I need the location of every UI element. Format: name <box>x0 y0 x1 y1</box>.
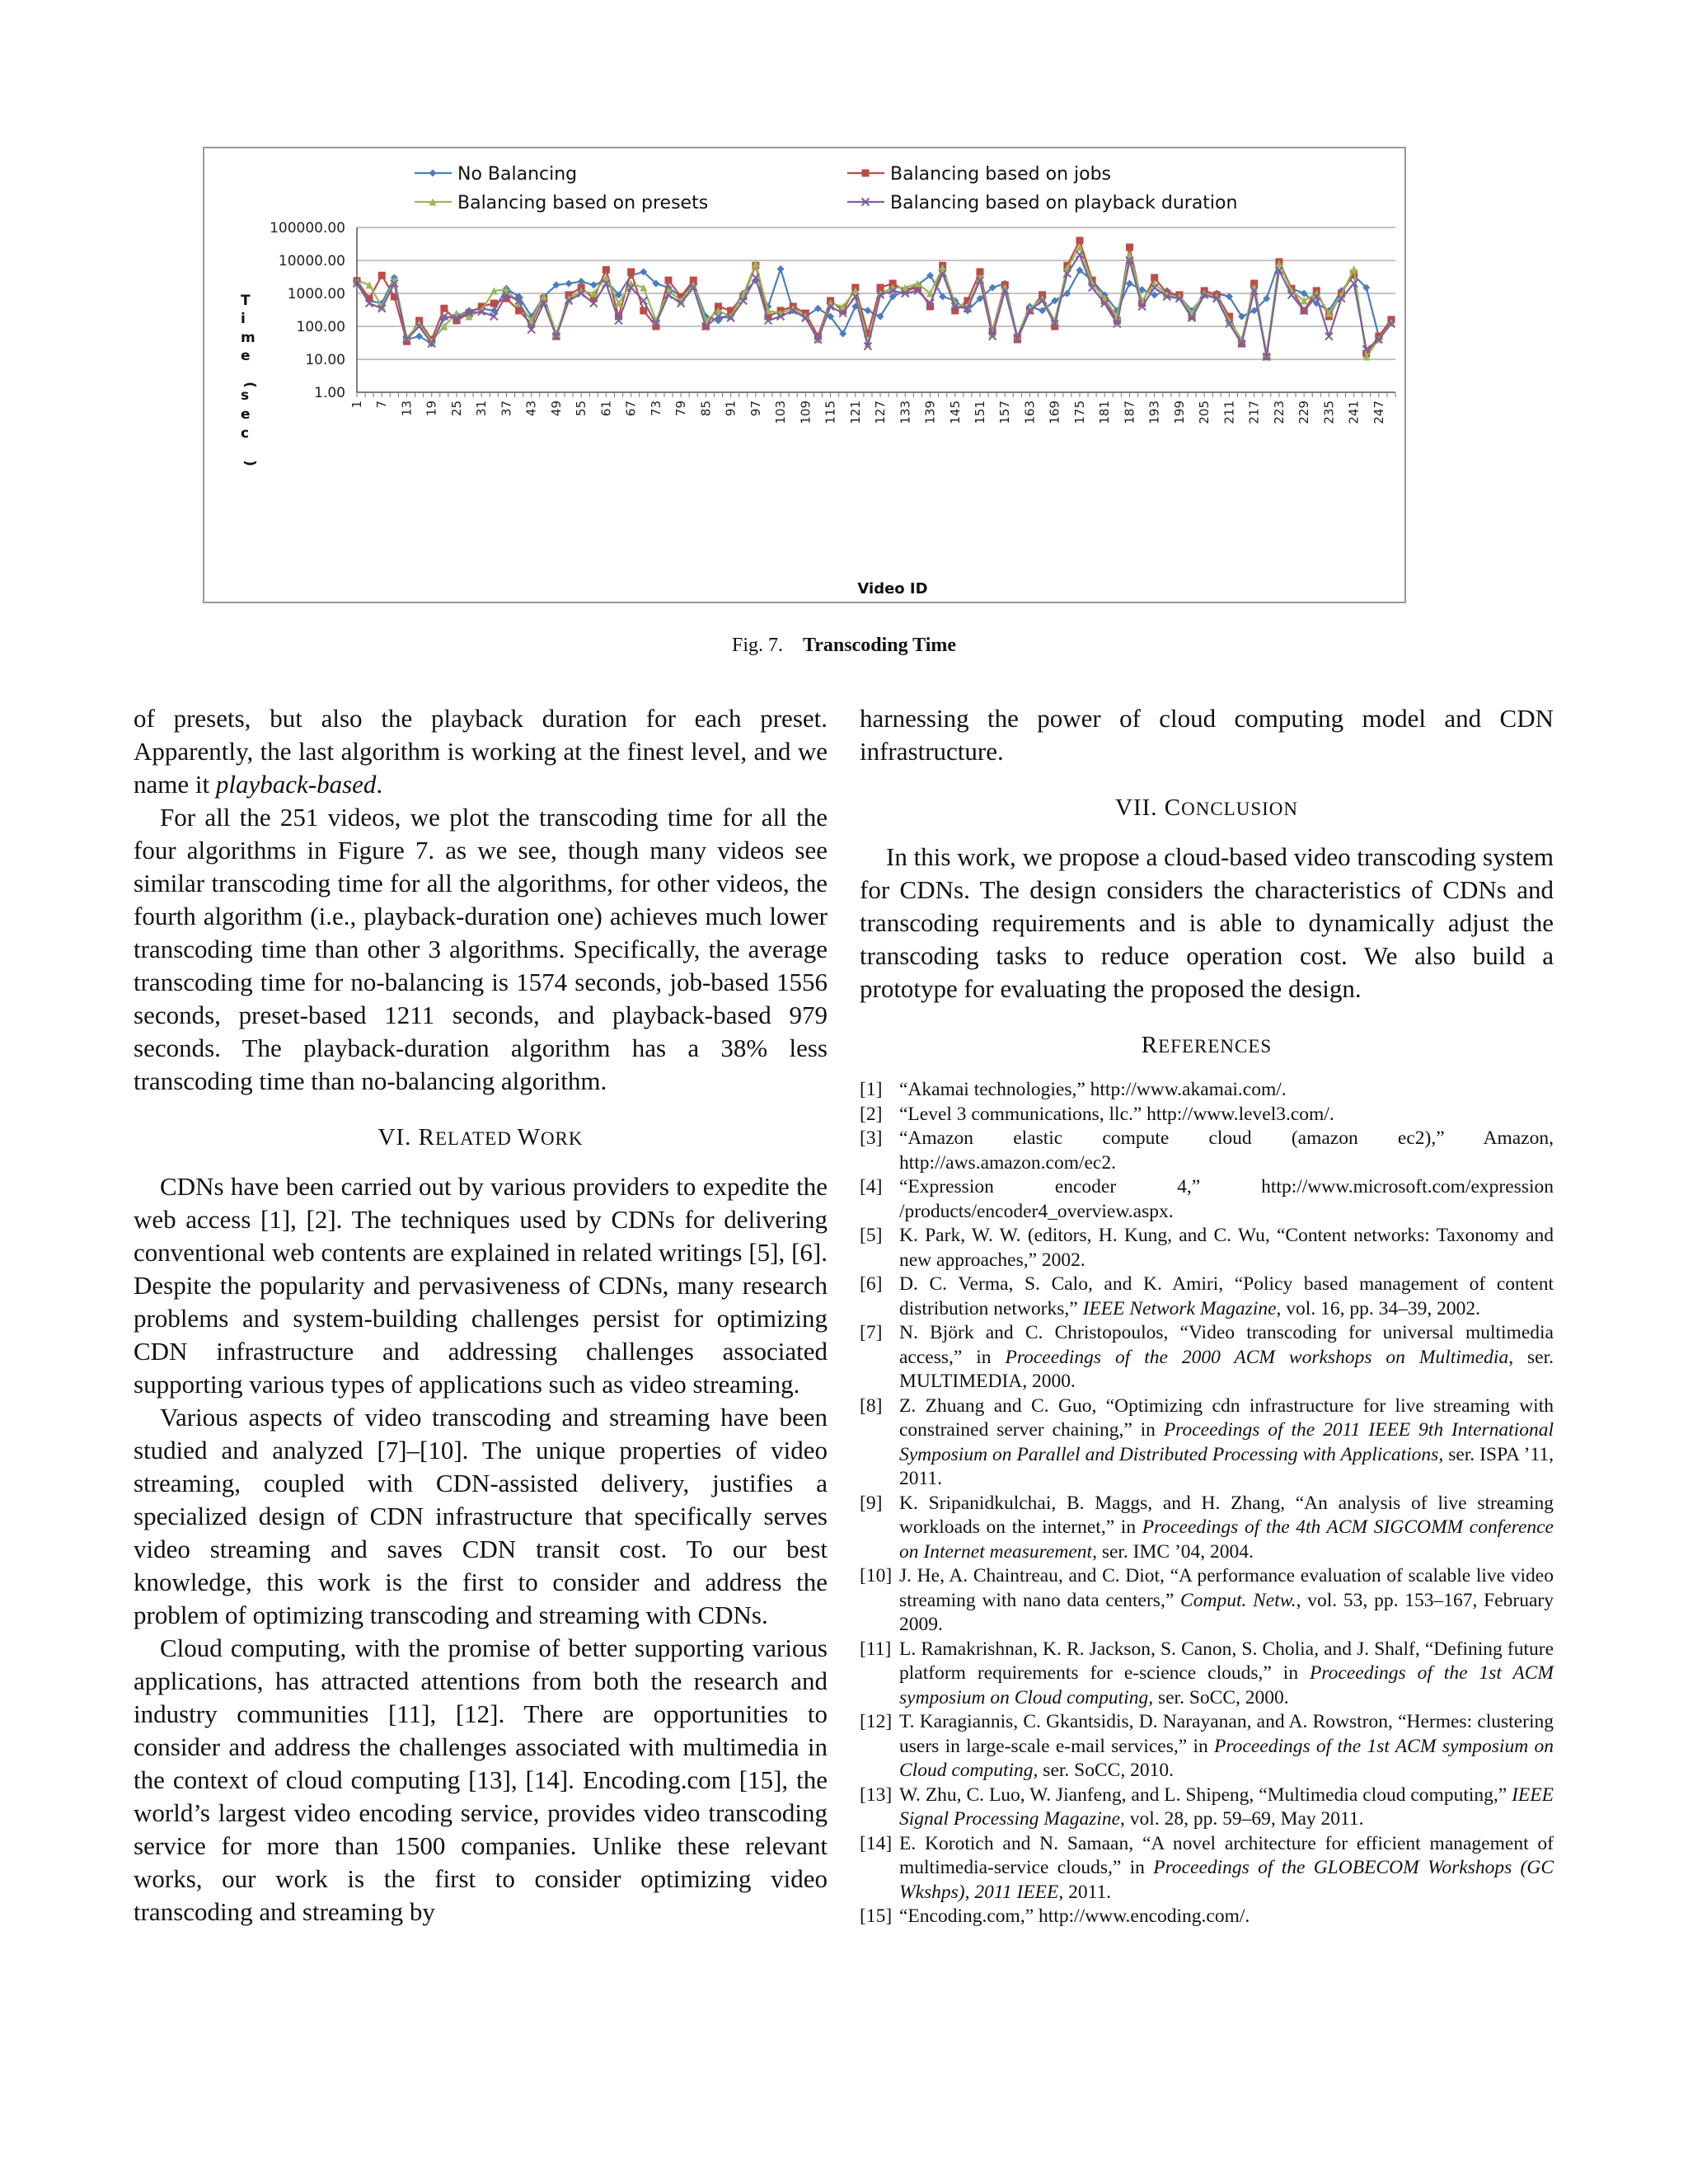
reference-number: [11] <box>860 1638 892 1660</box>
x-tick-label: 133 <box>898 401 913 424</box>
reference-number: [9] <box>860 1492 883 1514</box>
data-point <box>603 266 610 274</box>
x-tick-label: 103 <box>773 401 789 424</box>
x-tick-label: 1 <box>349 401 364 409</box>
reference-number: [4] <box>860 1176 883 1197</box>
reference-text: K. Park, W. W. (editors, H. Kung, and C. Wu, “Content networks: Taxonomy and new approaches,” 2002. <box>899 1225 1554 1271</box>
y-axis-label-char: i <box>241 311 246 327</box>
x-tick-label: 97 <box>748 401 763 417</box>
x-tick-label: 85 <box>698 401 714 417</box>
data-point <box>565 279 573 287</box>
reference-number: [8] <box>860 1394 883 1417</box>
x-tick-label: 19 <box>424 401 439 417</box>
data-point <box>590 281 598 288</box>
right-column <box>860 702 1554 1929</box>
reference-number: [12] <box>860 1711 893 1732</box>
reference-text: E. Korotich and N. Samaan, “A novel architecture for efficient management of multimedia-service clouds,” in Proceedings of the GLOBECOM Workshops (GC Wkshps), 2011 IEEE, 2011. <box>899 1832 1554 1903</box>
x-tick-label: 151 <box>973 401 987 424</box>
reference-item <box>860 1272 1554 1321</box>
x-tick-label: 109 <box>798 401 814 424</box>
x-tick-label: 241 <box>1346 401 1362 424</box>
caption-title: Transcoding Time <box>802 635 957 656</box>
y-axis-label-char: e <box>241 348 251 364</box>
reference-number: [5] <box>860 1225 883 1246</box>
paragraph-video-transcoding: Various aspects of video transcoding and streaming have been studied and analyzed [7]–[10]. The unique properties of video streaming, coupled with CDN-assisted delivery, justifies a specialized design of CDN infrastructure that specifically serves video streaming and saves CDN transit cost. To our best knowledge, this work is the first to consider and address the problem of optimizing transcoding and streaming with CDNs. <box>134 1403 828 1629</box>
paragraph-results: For all the 251 videos, we plot the transcoding time for all the four algorithms in Figure 7. as we see, though many videos see similar transcoding time for all the algorithms, for other videos, the fourth algorithm (i.e., playback-duration one) achieves much lower transcoding time than other 3 algorithms. Specifically, the average transcoding time for no-balancing is 1574 seconds, job-based 1556 seconds, preset-based 1211 seconds, and playback-based 979 seconds. The playback-duration algorithm has a 38% less transcoding time than no-balancing algorithm. <box>134 803 828 1095</box>
y-axis-label <box>241 293 258 466</box>
x-tick-label: 31 <box>474 401 490 417</box>
y-axis-label-char: T <box>241 293 251 309</box>
data-point <box>665 277 673 284</box>
y-axis-label-char: s <box>241 387 250 404</box>
x-tick-label: 73 <box>648 401 663 417</box>
reference-item <box>860 1078 1554 1103</box>
reference-text: “Expression encoder 4,” http://www.microsoft.com/expression /products/encoder4_overview.aspx. <box>899 1176 1554 1222</box>
x-tick-label: 163 <box>1022 401 1038 424</box>
y-axis-label-char: m <box>241 330 256 346</box>
reference-item <box>860 1224 1554 1272</box>
reference-number: [7] <box>860 1322 883 1343</box>
x-tick-label: 211 <box>1221 401 1237 424</box>
reference-item <box>860 1394 1554 1492</box>
reference-number: [2] <box>860 1103 883 1125</box>
reference-item <box>860 1127 1554 1175</box>
data-point <box>640 307 647 314</box>
paragraph-continuation: harnessing the power of cloud computing model and CDN infrastructure. <box>860 704 1554 766</box>
x-tick-label: 25 <box>448 401 464 417</box>
reference-text: Z. Zhuang and C. Guo, “Optimizing cdn infrastructure for live streaming with constrained server chaining,” in Proceedings of the 2011 IEEE 9th International Symposium on Parallel and Distributed Processing with Applications, ser. ISPA ’11, 2011. <box>899 1394 1554 1489</box>
y-axis-label-char: e <box>241 406 251 423</box>
x-tick-label: 7 <box>374 401 390 409</box>
data-point <box>440 305 448 312</box>
caption-label: Fig. 7. <box>731 635 783 656</box>
data-point <box>1063 290 1071 298</box>
x-tick-label: 145 <box>947 401 963 424</box>
reference-item <box>860 1492 1554 1565</box>
x-tick-label: 229 <box>1296 401 1312 424</box>
legend-entry-no_balancing <box>415 164 577 185</box>
y-axis-label-char: ( <box>241 382 258 388</box>
reference-text: N. Björk and C. Christopoulos, “Video transcoding for universal multimedia access,” in Proceedings of the 2000 ACM workshops on Multimedia, ser. MULTIMEDIA, 2000. <box>899 1322 1554 1392</box>
paragraph-cdns: CDNs have been carried out by various providers to expedite the web access [1], [2]. The techniques used by CDNs for delivering conventional web contents are explained in related writings [5], [6]. Despite the popularity and pervasiveness of CDNs, many research problems and system-building challenges persist for optimizing CDN infrastructure and addressing challenges associated supporting various types of applications such as video streaming. <box>134 1172 828 1399</box>
left-column <box>134 702 828 1929</box>
x-tick-label: 121 <box>847 401 863 424</box>
x-tick-label: 37 <box>499 401 514 417</box>
reference-text: “Encoding.com,” http://www.encoding.com/. <box>899 1905 1250 1927</box>
reference-text: “Amazon elastic compute cloud (amazon ec2),” Amazon, http://aws.amazon.com/ec2. <box>899 1127 1554 1174</box>
reference-item <box>860 1832 1554 1905</box>
reference-text: “Level 3 communications, llc.” http://www.level3.com/. <box>899 1103 1334 1125</box>
reference-item <box>860 1710 1554 1783</box>
reference-item <box>860 1905 1554 1929</box>
data-point <box>1350 265 1357 273</box>
x-tick-label: 217 <box>1246 401 1262 424</box>
data-point <box>627 268 635 275</box>
reference-number: [14] <box>860 1832 893 1854</box>
data-point <box>378 272 386 279</box>
section-heading-conclusion: VII. CONCLUSION <box>1115 794 1298 821</box>
paragraph-playback-intro: of presets, but also the playback duration for each preset. Apparently, the last algorithm is working at the finest level, and we name it playback-based. <box>134 704 828 799</box>
data-point <box>429 170 437 177</box>
x-tick-label: 193 <box>1146 401 1162 424</box>
data-point <box>366 281 373 288</box>
data-point <box>415 333 423 340</box>
paragraph-conclusion: In this work, we propose a cloud-based video transcoding system for CDNs. The design considers the characteristics of CDNs and transcoding requirements and is able to dynamically adjust the transcoding tasks to reduce operation cost. We also build a prototype for evaluating the proposed the design. <box>860 842 1554 1003</box>
x-tick-label: 13 <box>399 401 415 417</box>
y-axis-label-char: c <box>241 425 250 442</box>
reference-number: [13] <box>860 1783 893 1806</box>
data-point <box>862 170 870 177</box>
transcoding-time-chart <box>204 148 1408 605</box>
x-tick-label: 187 <box>1122 401 1137 424</box>
x-tick-label: 49 <box>548 401 564 417</box>
data-point <box>1076 237 1083 244</box>
figure-caption <box>0 635 1688 657</box>
x-tick-label: 175 <box>1071 401 1087 424</box>
x-tick-label: 115 <box>823 401 838 424</box>
reference-number: [6] <box>860 1273 883 1295</box>
reference-text: “Akamai technologies,” http://www.akamai.com/. <box>899 1079 1287 1100</box>
reference-text: J. He, A. Chaintreau, and C. Diot, “A performance evaluation of scalable live video streaming with nano data centers,” Comput. Netw., vol. 53, pp. 153–167, February 2009. <box>899 1565 1554 1635</box>
reference-item <box>860 1103 1554 1127</box>
reference-number: [15] <box>860 1905 893 1927</box>
x-tick-label: 55 <box>574 401 589 417</box>
reference-number: [10] <box>860 1565 893 1586</box>
reference-number: [3] <box>860 1127 883 1149</box>
x-tick-label: 199 <box>1171 401 1187 424</box>
reference-text: K. Sripanidkulchai, B. Maggs, and H. Zhang, “An analysis of live streaming workloads on the internet,” in Proceedings of the 4th ACM SIGCOMM conference on Internet measurement, ser. IMC ’04, 2004. <box>899 1492 1554 1563</box>
legend-label: Balancing based on presets <box>457 193 709 213</box>
y-tick-label: 10000.00 <box>278 253 345 269</box>
series-line <box>357 247 1391 357</box>
section-heading-related-work: VI. RELATED WORK <box>377 1124 584 1151</box>
legend-entry-playback <box>847 193 1237 213</box>
reference-item <box>860 1783 1554 1832</box>
data-point <box>864 307 871 314</box>
reference-text: L. Ramakrishnan, K. R. Jackson, S. Canon, S. Cholia, and J. Shalf, “Defining future platform requirements for e-science clouds,” in Proceedings of the 1st ACM symposium on Cloud computing, ser. SoCC, 2000. <box>899 1638 1554 1708</box>
data-point <box>939 293 946 300</box>
x-tick-label: 205 <box>1197 401 1212 424</box>
x-tick-label: 181 <box>1097 401 1113 424</box>
y-tick-label: 100.00 <box>296 319 345 335</box>
reference-number: [1] <box>860 1079 883 1100</box>
x-tick-label: 139 <box>922 401 938 424</box>
x-tick-label: 43 <box>523 401 539 417</box>
x-tick-label: 67 <box>623 401 639 417</box>
legend-label: Balancing based on jobs <box>890 164 1112 185</box>
reference-text: W. Zhu, C. Luo, W. Jianfeng, and L. Shipeng, “Multimedia cloud computing,” IEEE Signal Processing Magazine, vol. 28, pp. 59–69, May 2011. <box>899 1783 1554 1830</box>
legend-entry-presets <box>415 193 708 213</box>
reference-item <box>860 1564 1554 1638</box>
legend-entry-jobs <box>847 164 1111 185</box>
x-tick-label: 127 <box>873 401 889 424</box>
x-tick-label: 91 <box>723 401 738 417</box>
figure-7-chart <box>203 147 1406 603</box>
data-point <box>490 300 498 307</box>
reference-text: T. Karagiannis, C. Gkantsidis, D. Narayanan, and A. Rowstron, “Hermes: clustering users in large-scale e-mail services,” in Proceedings of the 1st ACM symposium on Cloud computing, ser. SoCC, 2010. <box>899 1711 1554 1781</box>
x-axis-label: Video ID <box>857 580 928 598</box>
series-line <box>357 241 1391 357</box>
data-point <box>777 265 785 273</box>
x-tick-label: 247 <box>1371 401 1386 424</box>
reference-item <box>860 1175 1554 1224</box>
x-tick-label: 235 <box>1321 401 1337 424</box>
reference-text: D. C. Verma, S. Calo, and K. Amiri, “Policy based management of content distribution networks,” IEEE Network Magazine, vol. 16, pp. 34–39, 2002. <box>899 1273 1554 1319</box>
x-tick-label: 157 <box>997 401 1013 424</box>
reference-item <box>860 1638 1554 1711</box>
reference-item <box>860 1321 1554 1394</box>
x-tick-label: 169 <box>1047 401 1062 424</box>
data-point <box>1126 279 1133 287</box>
y-tick-label: 10.00 <box>305 352 345 368</box>
section-heading-references: REFERENCES <box>1141 1032 1273 1058</box>
legend-label: No Balancing <box>457 164 578 185</box>
x-tick-label: 79 <box>673 401 689 417</box>
x-tick-label: 223 <box>1271 401 1287 424</box>
y-tick-label: 1.00 <box>314 385 345 401</box>
series-line <box>357 255 1391 357</box>
x-tick-label: 61 <box>598 401 614 417</box>
y-axis-label-char: ) <box>241 460 258 466</box>
y-tick-label: 100000.00 <box>270 220 345 237</box>
data-point <box>1126 244 1133 251</box>
reference-list <box>860 1078 1554 1929</box>
legend-label: Balancing based on playback duration <box>890 193 1238 213</box>
y-tick-label: 1000.00 <box>287 286 345 302</box>
paragraph-cloud-computing: Cloud computing, with the promise of better supporting various applications, has attracted attentions from both the research and industry communities [11], [12]. There are opportunities to consider and address the challenges associated with multimedia in the context of cloud computing [13], [14]. Encoding.com [15], the world’s largest video encoding service, provides video transcoding service for more than 1500 companies. Unlike these relevant works, our work is the first to consider optimizing video transcoding and streaming by <box>134 1633 828 1926</box>
